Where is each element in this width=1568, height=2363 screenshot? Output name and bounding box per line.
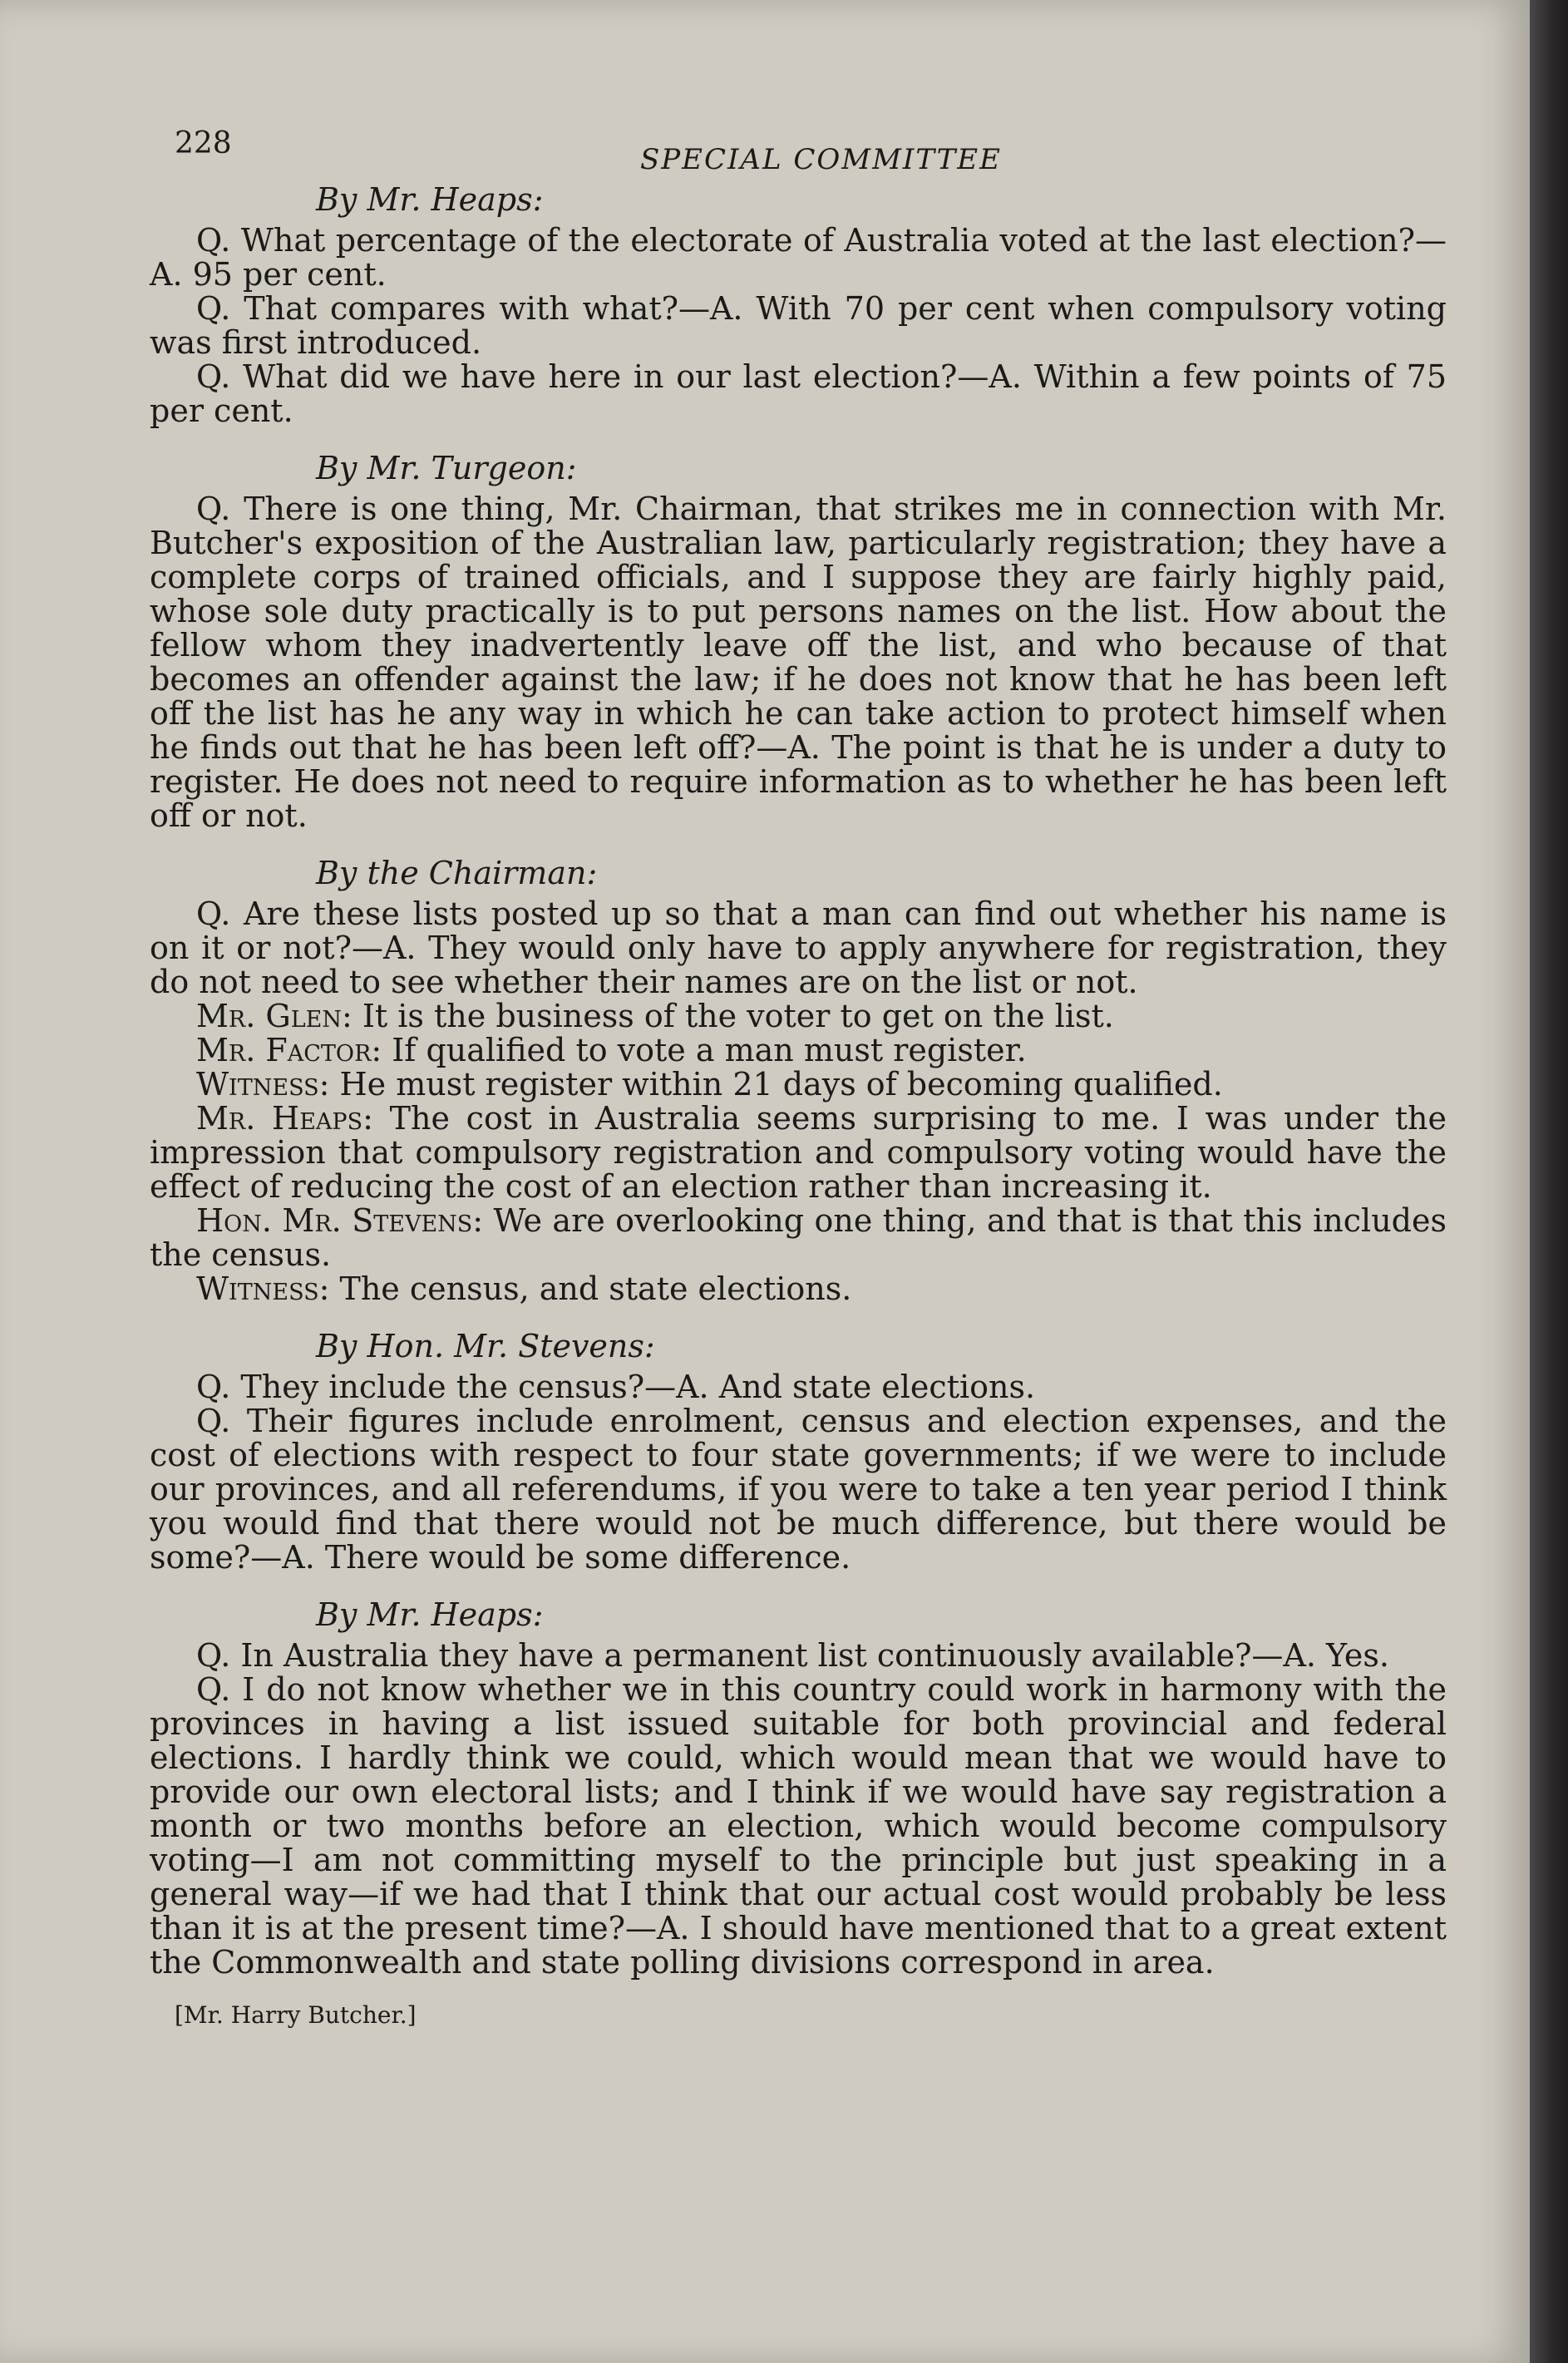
remark xyxy=(150,1034,1447,1068)
section-heading: By Mr. Turgeon: xyxy=(316,450,577,486)
remark-text: He must register within 21 days of becoming qualified. xyxy=(339,1066,1223,1103)
question-answer: Q. In Australia they have a permanent list continuously available?—A. Yes. xyxy=(196,1637,1389,1674)
remark-text: We are overlooking one thing, and that is that this includes the census. xyxy=(150,1202,1447,1273)
page-title: SPECIAL COMMITTEE xyxy=(640,143,1002,176)
section-heading: By the Chairman: xyxy=(316,855,598,891)
remark-speaker: Witness: xyxy=(196,1270,330,1307)
section-heading: By Hon. Mr. Stevens: xyxy=(316,1328,655,1364)
question-answer: Q. What percentage of the electorate of Australia voted at the last election?—A. 95 per cent. xyxy=(150,222,1447,293)
remark-speaker: Hon. Mr. Stevens: xyxy=(196,1202,484,1239)
book-binding xyxy=(1530,0,1568,2363)
running-header xyxy=(150,116,1447,175)
question-answer: Q. They include the census?—A. And state elections. xyxy=(196,1369,1036,1405)
remark-speaker: Mr. Factor: xyxy=(196,1032,382,1068)
page-content xyxy=(150,116,1447,2032)
remark xyxy=(150,1102,1447,1204)
question-answer: Q. Their figures include enrolment, census and election expenses, and the cost of elections with respect to four state governments; if we were to include our provinces, and all referendums, if you were to take a ten year period I think you would find that there would not be much difference, but there would be some?—A. There would be some difference. xyxy=(150,1403,1447,1576)
remark-speaker: Mr. Glen: xyxy=(196,998,353,1034)
question-answer: Q. There is one thing, Mr. Chairman, that strikes me in connection with Mr. Butcher's exposition of the Australian law, particularly registration; they have a complete corps of trained officials, and I suppose they are fairly highly paid, whose sole duty practically is to put persons names on the list. How about the fellow whom they inadvertently leave off the list, and who because of that becomes an offender against the law; if he does not know that he has been left off the list has he any way in which he can take action to protect himself when he finds out that he has been left off?—A. The point is that he is under a duty to register. He does not need to require information as to whether he has been left off or not. xyxy=(150,491,1447,834)
page-number: 228 xyxy=(175,126,232,160)
remark xyxy=(150,999,1447,1034)
remark-speaker: Witness: xyxy=(196,1066,330,1103)
remark xyxy=(150,1068,1447,1102)
remark-speaker: Mr. Heaps: xyxy=(196,1100,373,1137)
question-answer: Q. I do not know whether we in this country could work in harmony with the provinces in having a list issued suitable for both provincial and federal elections. I hardly think we could, which would mean that we would have to provide our own electoral lists; and I think if we would have say registration a month or two months before an election, which would become compulsory voting—I am not committing myself to the principle but just speaking in a general way—if we had that I think that our actual cost would probably be less than it is at the present time?—A. I should have mentioned that to a great extent the Commonwealth and state polling divisions correspond in area. xyxy=(150,1671,1447,1981)
question-answer: Q. That compares with what?—A. With 70 per cent when compulsory voting was first introduced. xyxy=(150,290,1447,361)
question-answer: Q. What did we have here in our last election?—A. Within a few points of 75 per cent. xyxy=(150,358,1447,429)
page-footer: [Mr. Harry Butcher.] xyxy=(175,2001,417,2029)
question-answer: Q. Are these lists posted up so that a man can find out whether his name is on it or not?—A. They would only have to apply anywhere for registration, they do not need to see whether their names are on the list or not. xyxy=(150,895,1447,1000)
section-heading: By Mr. Heaps: xyxy=(316,181,544,218)
remark-text: The cost in Australia seems surprising to me. I was under the impression that compulsory registration and compulsory voting would have the effect of reducing the cost of an election rather than increasing it. xyxy=(150,1100,1447,1205)
remark xyxy=(150,1204,1447,1272)
remark-text: The census, and state elections. xyxy=(339,1270,852,1307)
remark-text: If qualified to vote a man must register. xyxy=(392,1032,1027,1068)
remark-text: It is the business of the voter to get on the list. xyxy=(362,998,1114,1034)
section-heading: By Mr. Heaps: xyxy=(316,1596,544,1633)
remark xyxy=(150,1272,1447,1306)
